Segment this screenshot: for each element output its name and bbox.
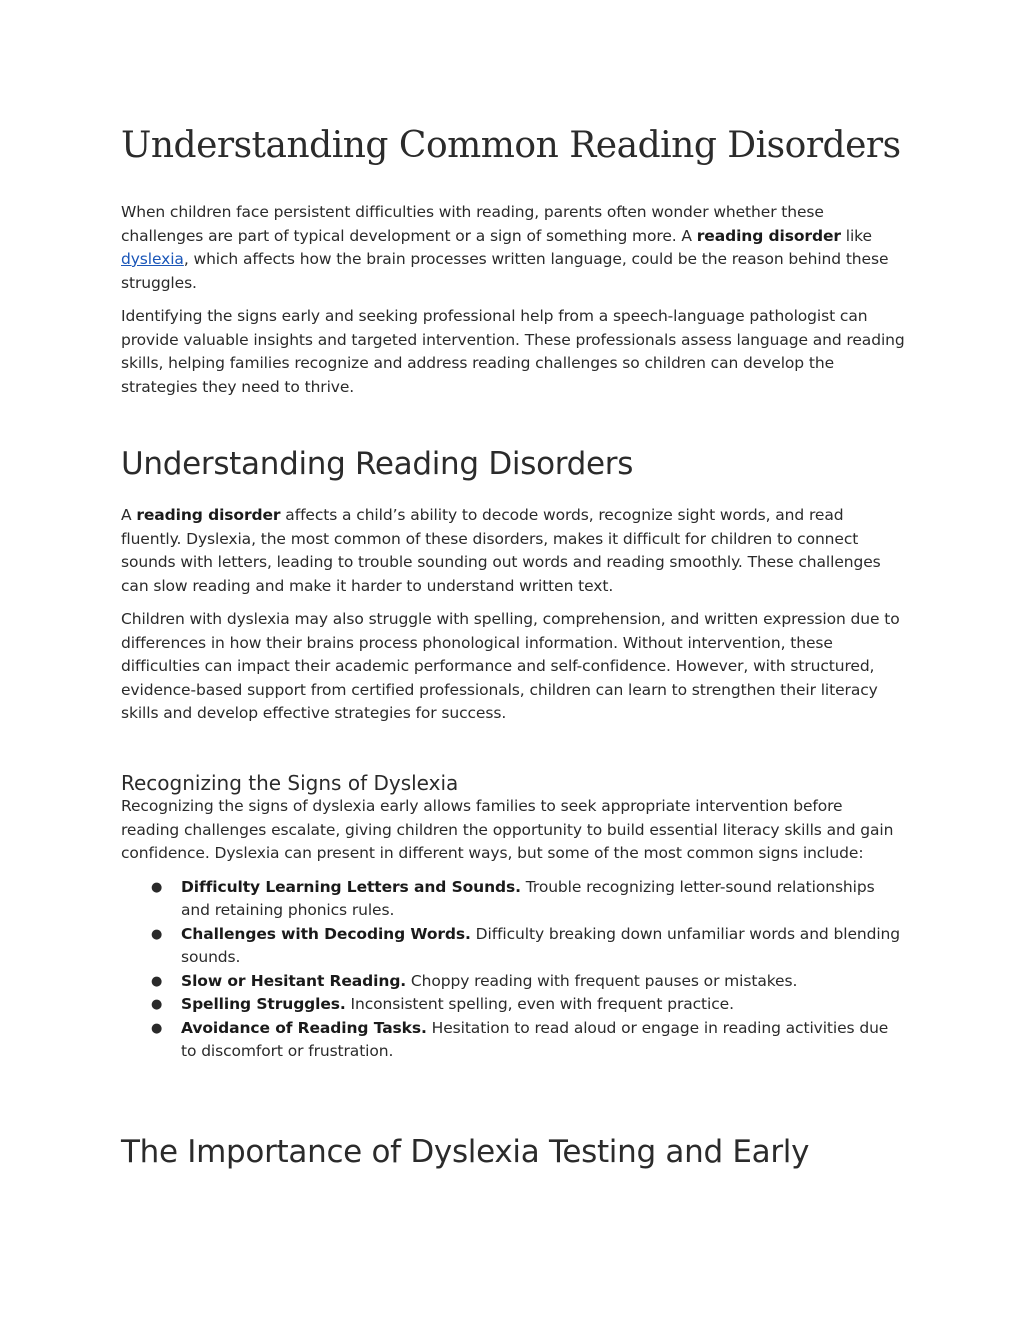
bold-term: reading disorder: [136, 506, 281, 524]
body-text: affects a child’s ability to decode words, recognize sight words, and read fluently. Dyslexia, the most common of these disorders, makes it difficult for children to connect sounds with letters, leading to trouble sounding out words and reading smoothly. These challenges can slow reading and make it harder to understand written text.: [121, 506, 881, 595]
list-item: [121, 993, 905, 1017]
list-item: [121, 1017, 905, 1064]
body-text: A: [121, 506, 137, 524]
bullet-icon: ●: [151, 1020, 163, 1036]
intro-section: [121, 201, 905, 409]
list-item-text: Difficulty breaking down unfamiliar words and blending sounds.: [181, 924, 901, 966]
section-heading-importance: The Importance of Dyslexia Testing and Early: [121, 1134, 810, 1170]
intro-paragraph-2: Identifying the signs early and seeking professional help from a speech-language pathologist can provide valuable insights and targeted intervention. These professionals assess language and reading skills, helping families recognize and address reading challenges so children can develop the strategies they need to thrive.: [121, 307, 905, 396]
list-item-title: Slow or Hesitant Reading.: [181, 971, 407, 990]
intro-text: like: [840, 226, 872, 245]
bullet-icon: ●: [151, 973, 163, 989]
list-item: [121, 923, 905, 970]
list-item: [121, 970, 905, 994]
understanding-paragraph-2: Children with dyslexia may also struggle with spelling, comprehension, and written expression due to differences in how their brains process phonological information. Without intervention, these difficulties can impact their academic performance and self-confidence. However, with structured, evidence-based support from certified professionals, children can learn to strengthen their literacy skills and develop effective strategies for success.: [121, 610, 900, 722]
page-title: Understanding Common Reading Disorders: [121, 125, 901, 166]
list-item-title: Spelling Struggles.: [181, 995, 346, 1013]
section-heading-signs: Recognizing the Signs of Dyslexia: [121, 771, 459, 795]
list-item-text: Choppy reading with frequent pauses or mistakes.: [406, 971, 798, 990]
intro-text: When children face persistent difficulties with reading, parents often wonder whether these challenges are part of typical development or a sign of something more. A: [121, 203, 824, 245]
signs-list: [121, 876, 905, 1064]
list-item: [121, 876, 905, 923]
dyslexia-link[interactable]: dyslexia: [121, 250, 184, 268]
bold-term: reading disorder: [696, 226, 841, 245]
list-item-title: Avoidance of Reading Tasks.: [181, 1018, 427, 1037]
list-item-text: Trouble recognizing letter-sound relationships and retaining phonics rules.: [181, 877, 875, 919]
bullet-icon: ●: [151, 879, 163, 895]
intro-text: , which affects how the brain processes written language, could be the reason behind these struggles.: [121, 250, 889, 292]
intro-paragraph-1: [121, 201, 905, 295]
signs-section: [121, 795, 905, 1064]
list-item-title: Challenges with Decoding Words.: [181, 924, 471, 943]
understanding-section: [121, 504, 905, 736]
list-item-text: Inconsistent spelling, even with frequent practice.: [345, 995, 734, 1013]
list-item-title: Difficulty Learning Letters and Sounds.: [181, 877, 521, 896]
understanding-paragraph-1: [121, 504, 905, 598]
list-item-text: Hesitation to read aloud or engage in reading activities due to discomfort or frustration.: [181, 1018, 889, 1060]
bullet-icon: ●: [151, 997, 163, 1012]
bullet-icon: ●: [151, 926, 163, 942]
signs-intro-paragraph: Recognizing the signs of dyslexia early allows families to seek appropriate intervention before reading challenges escalate, giving children the opportunity to build essential literacy skills and gain confidence. Dyslexia can present in different ways, but some of the most common signs include:: [121, 797, 894, 862]
section-heading-understanding: Understanding Reading Disorders: [121, 446, 634, 482]
